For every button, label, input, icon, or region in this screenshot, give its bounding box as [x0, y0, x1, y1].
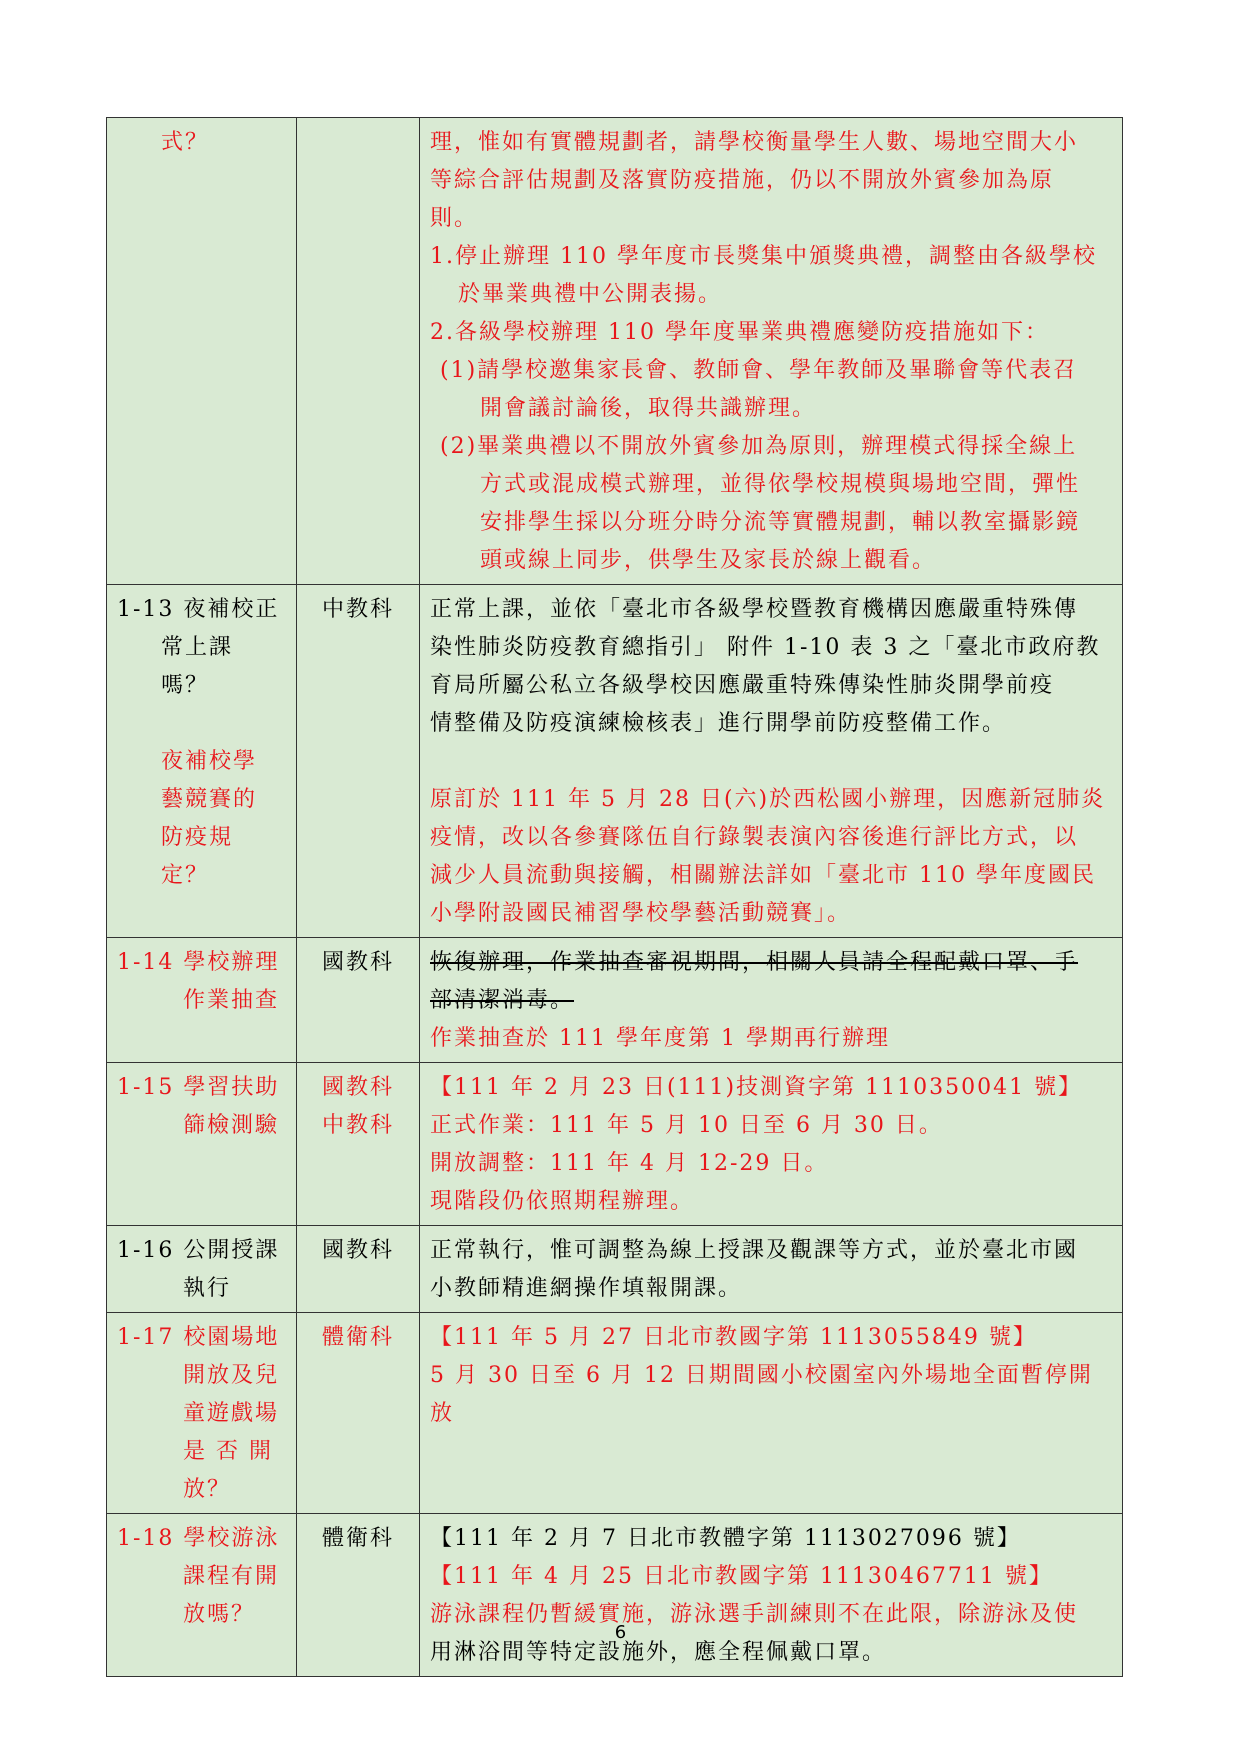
item-text: 是 否 開	[183, 1439, 273, 1464]
item-text: 定？	[161, 863, 210, 888]
item-text: 課程有開	[183, 1564, 280, 1589]
item-cell	[107, 1313, 297, 1514]
desc-text: 【111 年 4 月 25 日北市教國字第 11130467711 號】	[430, 1564, 1053, 1589]
desc-text: 育局所屬公私立各級學校因應嚴重特殊傳染性肺炎開學前疫	[430, 673, 1055, 698]
unit-text: 國教科	[321, 1075, 394, 1100]
item-text: 1-17 校園場地	[117, 1325, 280, 1350]
desc-text: 【111 年 2 月 23 日(111)技測資字第 1110350041 號】	[430, 1075, 1083, 1100]
item-text: 夜補校學	[161, 749, 258, 774]
desc-cell	[420, 585, 1123, 938]
qa-table	[106, 117, 1123, 1677]
unit-cell	[297, 585, 420, 938]
table-row	[107, 938, 1123, 1063]
item-text: 防疫規	[161, 825, 234, 850]
item-text: 執行	[183, 1276, 232, 1301]
item-text: 藝競賽的	[161, 787, 258, 812]
item-cell	[107, 585, 297, 938]
desc-cell	[420, 1226, 1123, 1313]
unit-cell	[297, 1063, 420, 1226]
unit-text: 國教科	[321, 1238, 394, 1263]
item-text: 1-16 公開授課	[117, 1238, 280, 1263]
desc-cell	[420, 118, 1123, 585]
unit-cell	[297, 118, 420, 585]
desc-text: 頭或線上同步，供學生及家長於線上觀看。	[480, 548, 937, 573]
item-cell	[107, 118, 297, 585]
item-text: 開放及兒	[183, 1363, 280, 1388]
desc-text: 【111 年 2 月 7 日北市教體字第 1113027096 號】	[430, 1526, 1021, 1551]
item-cell	[107, 1514, 297, 1677]
desc-text: 正常執行，惟可調整為線上授課及觀課等方式，並於臺北市國	[430, 1238, 1079, 1263]
item-cell	[107, 938, 297, 1063]
desc-text: 情整備及防疫演練檢核表」進行開學前防疫整備工作。	[430, 711, 1007, 736]
desc-cell	[420, 1063, 1123, 1226]
unit-text: 中教科	[321, 597, 394, 622]
desc-text: (1)請學校邀集家長會、教師會、學年教師及畢聯會等代表召	[440, 358, 1078, 383]
desc-text: 【111 年 5 月 27 日北市教國字第 1113055849 號】	[430, 1325, 1037, 1350]
desc-text: 正常上課，並依「臺北市各級學校暨教育機構因應嚴重特殊傳	[430, 597, 1079, 622]
desc-cell	[420, 938, 1123, 1063]
desc-text: (2)畢業典禮以不開放外賓參加為原則，辦理模式得採全線上	[440, 434, 1078, 459]
desc-text-struck: 恢復辦理，作業抽查審視期間，相關人員請全程配戴口罩、手	[430, 950, 1079, 975]
item-text: 作業抽查	[183, 988, 280, 1013]
unit-cell	[297, 1313, 420, 1514]
item-cell	[107, 1063, 297, 1226]
desc-text: 染性肺炎防疫教育總指引」 附件 1-10 表 3 之「臺北市政府教	[430, 635, 1101, 660]
item-text: 童遊戲場	[183, 1401, 280, 1426]
unit-text: 國教科	[321, 950, 394, 975]
desc-text: 安排學生採以分班分時分流等實體規劃，輔以教室攝影鏡	[480, 510, 1081, 535]
unit-cell	[297, 1514, 420, 1677]
desc-cell	[420, 1514, 1123, 1677]
table-row	[107, 585, 1123, 938]
item-text: 式？	[161, 130, 210, 155]
desc-text: 正式作業：111 年 5 月 10 日至 6 月 30 日。	[430, 1113, 943, 1138]
desc-text: 5 月 30 日至 6 月 12 日期間國小校園室內外場地全面暫停開放	[430, 1363, 1093, 1426]
desc-text: 1.停止辦理 110 學年度市長獎集中頒獎典禮，調整由各級學校	[430, 244, 1097, 269]
table-row	[107, 118, 1123, 585]
table-row	[107, 1514, 1123, 1677]
item-text: 篩檢測驗	[183, 1113, 280, 1138]
desc-cell	[420, 1313, 1123, 1514]
desc-text: 小教師精進網操作填報開課。	[430, 1276, 743, 1301]
table-row	[107, 1063, 1123, 1226]
item-text: 放？	[183, 1477, 232, 1502]
desc-text: 用淋浴間等特定設施外，應全程佩戴口罩。	[430, 1640, 887, 1665]
item-text: 常上課	[161, 635, 234, 660]
item-cell	[107, 1226, 297, 1313]
page-number: 6	[614, 1622, 627, 1643]
unit-cell	[297, 938, 420, 1063]
item-text: 1-13 夜補校正	[117, 597, 280, 622]
item-text: 1-14 學校辦理	[117, 950, 280, 975]
unit-cell	[297, 1226, 420, 1313]
unit-text: 中教科	[321, 1113, 394, 1138]
item-text: 嗎？	[161, 673, 210, 698]
desc-text: 作業抽查於 111 學年度第 1 學期再行辦理	[430, 1026, 890, 1051]
item-text: 放嗎？	[183, 1602, 256, 1627]
table-row	[107, 1313, 1123, 1514]
desc-text: 等綜合評估規劃及落實防疫措施，仍以不開放外賓參加為原	[430, 168, 1055, 193]
desc-text: 理，惟如有實體規劃者，請學校衡量學生人數、場地空間大小	[430, 130, 1079, 155]
desc-text: 疫情，改以各參賽隊伍自行錄製表演內容後進行評比方式，以	[430, 825, 1079, 850]
desc-text: 游泳課程仍暫緩實施，游泳選手訓練則不在此限，除游泳及使	[430, 1602, 1079, 1627]
desc-text: 2.各級學校辦理 110 學年度畢業典禮應變防疫措施如下：	[430, 320, 1049, 345]
desc-text-struck: 部清潔消毒。	[430, 988, 575, 1013]
desc-text: 現階段仍依照期程辦理。	[430, 1189, 695, 1214]
desc-text: 開放調整：111 年 4 月 12-29 日。	[430, 1151, 829, 1176]
desc-text: 小學附設國民補習學校學藝活動競賽」。	[430, 901, 852, 926]
item-text: 1-18 學校游泳	[117, 1526, 280, 1551]
item-text: 1-15 學習扶助	[117, 1075, 280, 1100]
table-row	[107, 1226, 1123, 1313]
desc-text: 原訂於 111 年 5 月 28 日(六)於西松國小辦理，因應新冠肺炎	[430, 787, 1106, 812]
unit-text: 體衛科	[321, 1526, 394, 1551]
desc-text: 則。	[430, 206, 479, 231]
unit-text: 體衛科	[321, 1325, 394, 1350]
desc-text: 於畢業典禮中公開表揚。	[458, 282, 723, 307]
desc-text: 開會議討論後，取得共識辦理。	[480, 396, 817, 421]
desc-text: 減少人員流動與接觸，相關辦法詳如「臺北市 110 學年度國民	[430, 863, 1096, 888]
desc-text: 方式或混成模式辦理，並得依學校規模與場地空間，彈性	[480, 472, 1081, 497]
